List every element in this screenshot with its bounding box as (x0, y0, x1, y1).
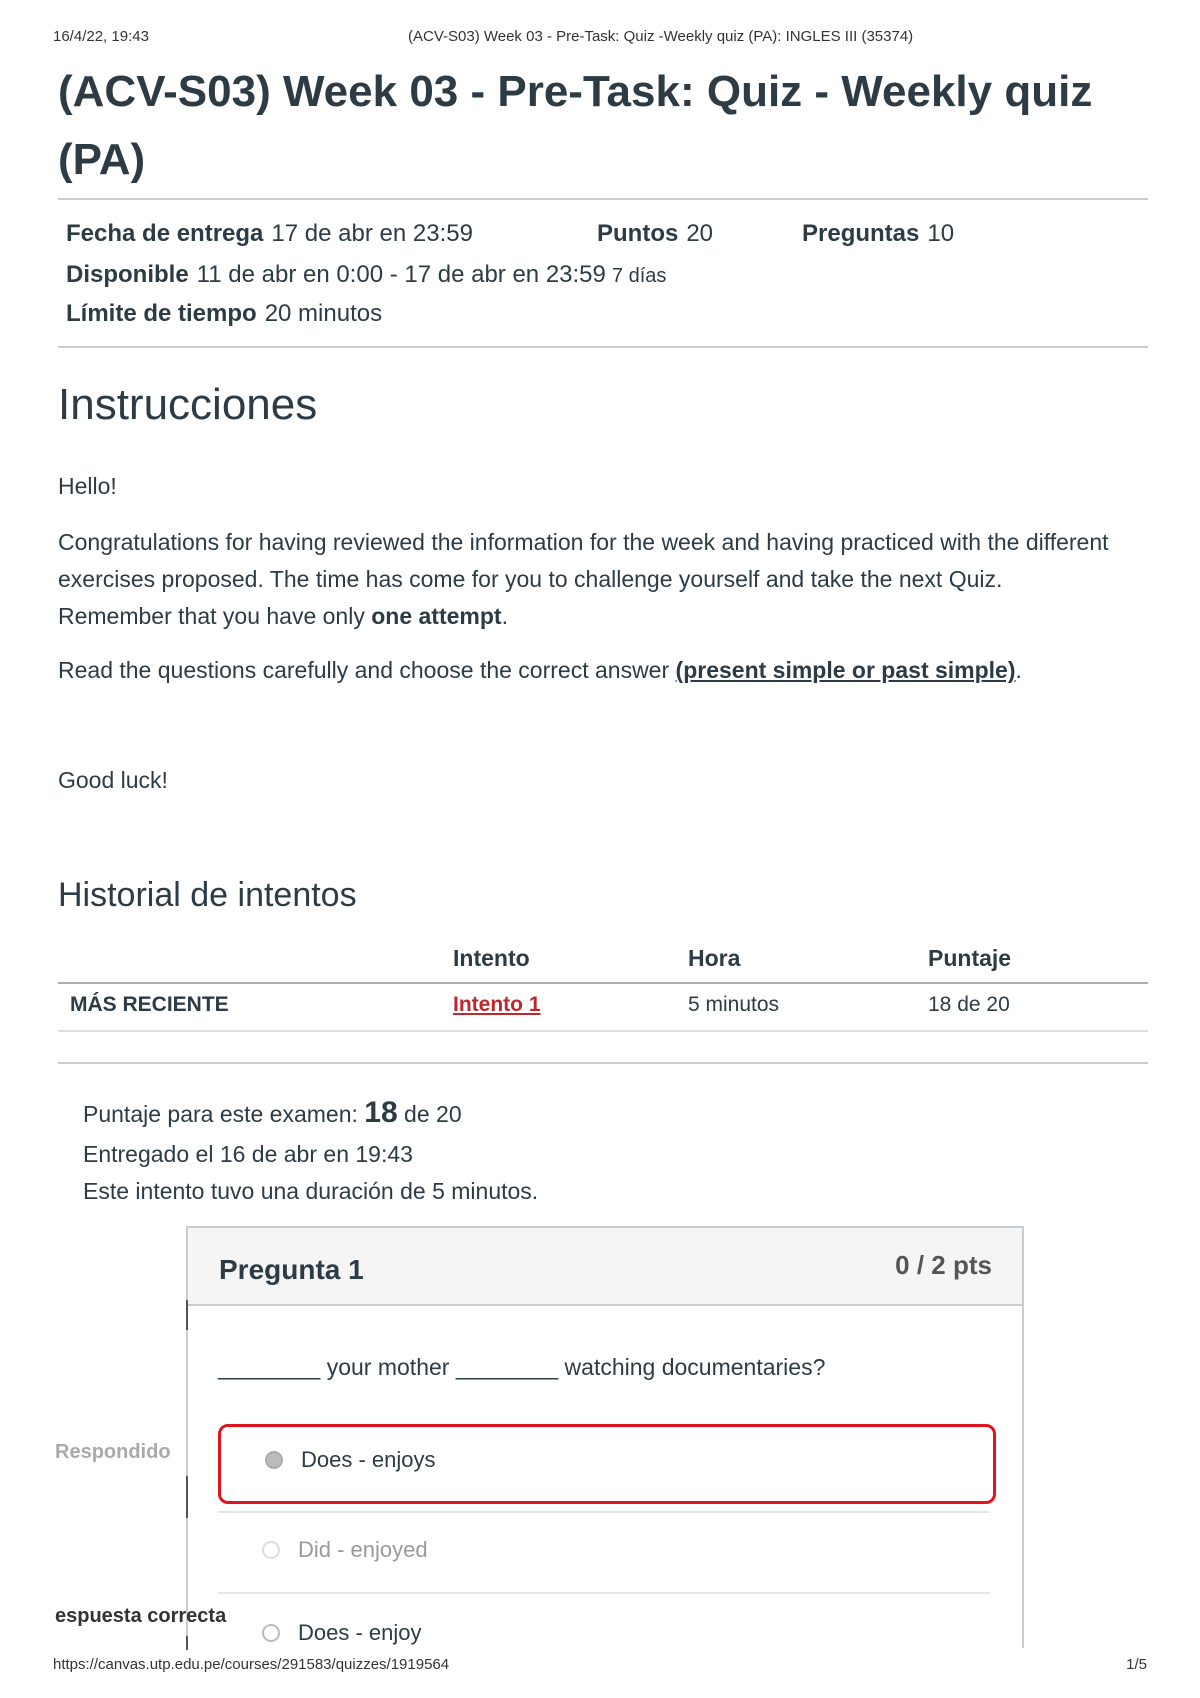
table-row-divider (58, 1030, 1148, 1032)
print-header (53, 28, 1147, 48)
points-label: Puntos (597, 220, 679, 247)
instructions-good-luck: Good luck! (58, 767, 168, 793)
attempt-duration: Este intento tuvo una duración de 5 minutos. (83, 1178, 539, 1204)
answer-divider (218, 1511, 990, 1513)
attempt-score: 18 de 20 (928, 993, 1010, 1016)
time-limit-label: Límite de tiempo (66, 300, 257, 327)
questions-value: 10 (927, 220, 955, 247)
due-date-value: 17 de abr en 23:59 (271, 220, 473, 247)
col-score: Puntaje (928, 945, 1012, 971)
page-title: (ACV-S03) Week 03 - Pre-Task: Quiz - Weekly quiz (PA) (58, 67, 1093, 184)
time-limit (66, 300, 382, 328)
answer-indicator-line (186, 1476, 188, 1518)
attempt-time: 5 minutos (688, 993, 780, 1016)
available-label: Disponible (66, 261, 189, 288)
question-text: ________ your mother ________ watching documentaries? (218, 1354, 826, 1380)
time-limit-value: 20 minutos (264, 300, 383, 327)
due-date (66, 220, 473, 248)
print-footer (53, 1656, 1147, 1676)
answer-label: Does - enjoy (298, 1620, 422, 1645)
submitted-at: Entregado el 16 de abr en 19:43 (83, 1141, 413, 1167)
questions-count (802, 220, 954, 248)
score-value: 18 (364, 1096, 398, 1129)
col-attempt: Intento (453, 945, 530, 971)
one-attempt-emphasis: one attempt (371, 603, 502, 629)
answer-option-selected[interactable] (218, 1424, 996, 1504)
print-page-title: (ACV-S03) Week 03 - Pre-Task: Quiz -Weekly quiz (PA): INGLES III (35374) (408, 28, 914, 45)
attempt-1-link[interactable]: Intento 1 (453, 993, 541, 1016)
print-page-number: 1/5 (1126, 1656, 1147, 1673)
points-value: 20 (686, 220, 714, 247)
print-date: 16/4/22, 19:43 (53, 28, 149, 45)
radio-icon[interactable] (262, 1541, 280, 1559)
points (597, 220, 713, 248)
present-past-emphasis: (present simple or past simple) (675, 657, 1016, 683)
exam-score: Puntaje para este examen: 18 de 20 (83, 1096, 462, 1129)
question-title: Pregunta 1 (219, 1254, 364, 1285)
radio-icon[interactable] (262, 1624, 280, 1642)
print-url: https://canvas.utp.edu.pe/courses/291583/quizzes/1919564 (53, 1656, 450, 1673)
col-time: Hora (688, 945, 741, 971)
divider (58, 198, 1148, 200)
instructions-read-carefully: Read the questions carefully and choose the correct answer (present simple or past simple). (58, 657, 1022, 683)
answer-indicator-line (186, 1636, 188, 1650)
instructions-heading: Instrucciones (58, 380, 318, 429)
answered-label: Respondido (55, 1441, 171, 1463)
divider (58, 346, 1148, 348)
divider (58, 1062, 1148, 1064)
answer-label: Did - enjoyed (298, 1537, 428, 1562)
availability (66, 261, 666, 289)
instructions-paragraph: Congratulations for having reviewed the information for the week and having practiced with the different exercises proposed. The time has come for you to challenge yourself and take the next Quiz. Remember that you have only one attempt. (58, 529, 1109, 629)
question-points: 0 / 2 pts (895, 1250, 992, 1280)
answer-divider (218, 1592, 990, 1594)
questions-label: Preguntas (802, 220, 920, 247)
radio-selected-icon[interactable] (265, 1451, 283, 1469)
question-header (188, 1228, 1022, 1306)
correct-answer-label: espuesta correcta (55, 1605, 227, 1627)
answer-indicator-line (186, 1300, 188, 1330)
answer-option[interactable] (218, 1517, 990, 1587)
attempt-history-heading: Historial de intentos (58, 876, 357, 914)
due-date-label: Fecha de entrega (66, 220, 264, 247)
available-days: 7 días (611, 265, 667, 287)
table-header-divider (58, 982, 1148, 984)
answer-label: Does - enjoys (301, 1447, 436, 1472)
most-recent-label: MÁS RECIENTE (70, 993, 229, 1016)
instructions-hello: Hello! (58, 473, 117, 499)
available-value: 11 de abr en 0:00 - 17 de abr en 23:59 (196, 261, 606, 288)
